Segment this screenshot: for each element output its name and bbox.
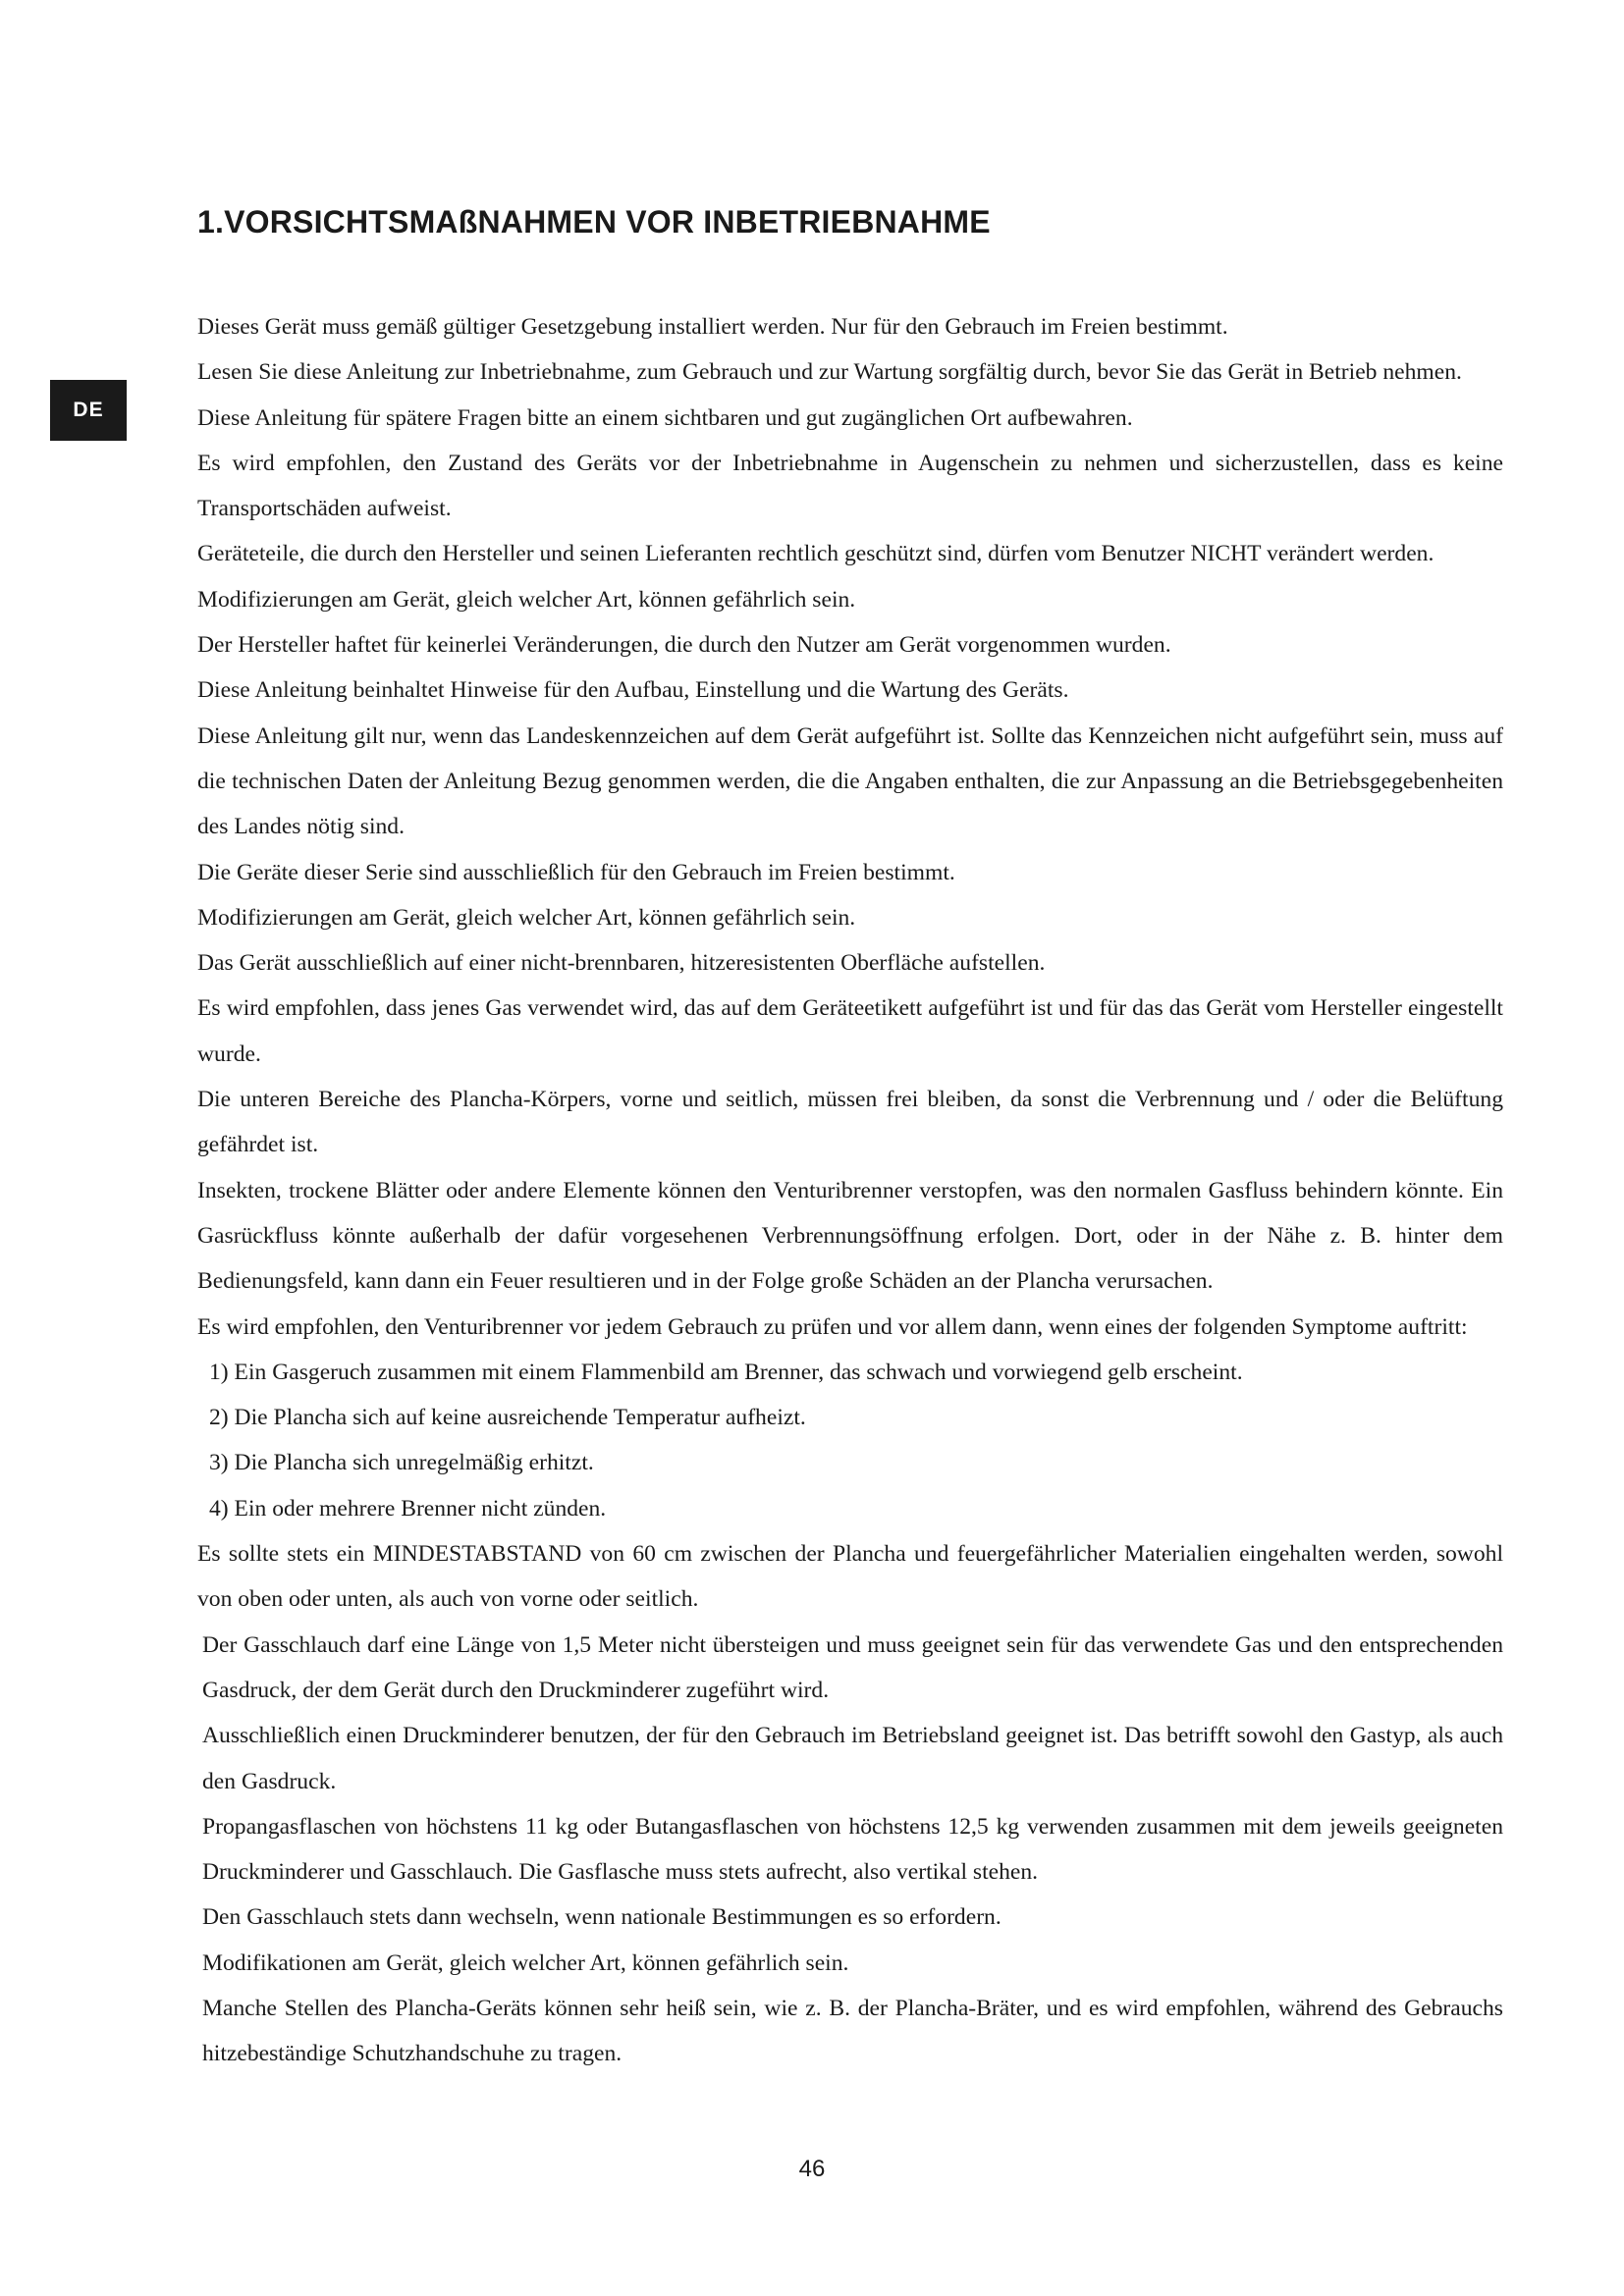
paragraph: Der Hersteller haftet für keinerlei Veränderungen, die durch den Nutzer am Gerät vorgenommen wurden. <box>197 632 1171 659</box>
paragraph: Propangasflaschen von höchstens 11 kg oder Butangasflaschen von höchstens 12,5 kg verwenden zusammen mit dem jeweils geeigneten Druckminderer und Gasschlauch. Die Gasflasche muss stets aufrecht, also vertikal stehen. <box>202 1813 1503 1886</box>
paragraph: Es sollte stets ein MINDESTABSTAND von 60 cm zwischen der Plancha und feuergefährlicher Materialien eingehalten werden, sowohl von oben oder unten, als auch von vorne oder seitlich. <box>197 1541 1503 1613</box>
symptom-list-item: 2) Die Plancha sich auf keine ausreichende Temperatur aufheizt. <box>209 1405 806 1431</box>
paragraph: Diese Anleitung gilt nur, wenn das Landeskennzeichen auf dem Gerät aufgeführt ist. Sollte das Kennzeichen nicht aufgeführt sein, muss auf die technischen Daten der Anleitung Bezug genommen werden, die die Angaben enthalten, die zur Anpassung an die Betriebsgegebenheiten des Landes nötig sind. <box>197 722 1503 840</box>
paragraph: Ausschließlich einen Druckminderer benutzen, der für den Gebrauch im Betriebsland geeignet ist. Das betrifft sowohl den Gastyp, als auch den Gasdruck. <box>202 1723 1503 1794</box>
paragraph: Modifizierungen am Gerät, gleich welcher Art, können gefährlich sein. <box>197 904 856 931</box>
paragraph: Die Geräte dieser Serie sind ausschließlich für den Gebrauch im Freien bestimmt. <box>197 859 955 885</box>
paragraph: Das Gerät ausschließlich auf einer nicht-brennbaren, hitzeresistenten Oberfläche aufstellen. <box>197 950 1046 977</box>
paragraph: Der Gasschlauch darf eine Länge von 1,5 Meter nicht übersteigen und muss geeignet sein für das verwendete Gas und den entsprechenden Gasdruck, der dem Gerät durch den Druckminderer zugeführt wird. <box>202 1631 1503 1703</box>
symptom-list-item: 1) Ein Gasgeruch zusammen mit einem Flammenbild am Brenner, das schwach und vorwiegend gelb erscheint. <box>209 1359 1243 1385</box>
paragraph: Diese Anleitung beinhaltet Hinweise für den Aufbau, Einstellung und die Wartung des Geräts. <box>197 677 1069 704</box>
body-text <box>197 304 1503 2077</box>
page-number: 46 <box>798 2156 826 2182</box>
paragraph: Diese Anleitung für spätere Fragen bitte an einem sichtbaren und gut zugänglichen Ort aufbewahren. <box>197 404 1133 431</box>
symptom-list-item: 4) Ein oder mehrere Brenner nicht zünden. <box>209 1495 607 1522</box>
paragraph: Es wird empfohlen, dass jenes Gas verwendet wird, das auf dem Geräteetikett aufgeführt ist und für das das Gerät vom Hersteller eingestellt wurde. <box>197 995 1503 1067</box>
paragraph: Lesen Sie diese Anleitung zur Inbetriebnahme, zum Gebrauch und zur Wartung sorgfältig durch, bevor Sie das Gerät in Betrieb nehmen. <box>197 359 1462 386</box>
language-tab: DE <box>50 380 127 441</box>
section-title: 1.VORSICHTSMAßNAHMEN VOR INBETRIEBNAHME <box>197 204 991 240</box>
paragraph: Es wird empfohlen, den Zustand des Geräts vor der Inbetriebnahme in Augenschein zu nehmen und sicherzustellen, dass es keine Transportschäden aufweist. <box>197 450 1503 522</box>
paragraph: Geräteteile, die durch den Hersteller und seinen Lieferanten rechtlich geschützt sind, dürfen vom Benutzer NICHT verändert werden. <box>197 541 1435 567</box>
paragraph: Die unteren Bereiche des Plancha-Körpers, vorne und seitlich, müssen frei bleiben, da sonst die Verbrennung und / oder die Belüftung gefährdet ist. <box>197 1087 1503 1158</box>
paragraph: Den Gasschlauch stets dann wechseln, wenn nationale Bestimmungen es so erfordern. <box>202 1904 1001 1931</box>
paragraph: Manche Stellen des Plancha-Geräts können sehr heiß sein, wie z. B. der Plancha-Bräter, und es wird empfohlen, während des Gebrauchs hitzebeständige Schutzhandschuhe zu tragen. <box>202 1995 1503 2067</box>
paragraph: Modifikationen am Gerät, gleich welcher Art, können gefährlich sein. <box>202 1949 849 1976</box>
symptom-list-item: 3) Die Plancha sich unregelmäßig erhitzt. <box>209 1450 594 1476</box>
paragraph: Dieses Gerät muss gemäß gültiger Gesetzgebung installiert werden. Nur für den Gebrauch im Freien bestimmt. <box>197 314 1228 340</box>
paragraph: Insekten, trockene Blätter oder andere Elemente können den Venturibrenner verstopfen, was den normalen Gasfluss behindern könnte. Ein Gasrückfluss könnte außerhalb der dafür vorgesehenen Verbrennungsöffnung erfolgen. Dort, oder in der Nähe z. B. hinter dem Bedienungsfeld, kann dann ein Feuer resultieren und in der Folge große Schäden an der Plancha verursachen. <box>197 1177 1503 1295</box>
paragraph: Es wird empfohlen, den Venturibrenner vor jedem Gebrauch zu prüfen und vor allem dann, wenn eines der folgenden Symptome auftritt: <box>197 1313 1468 1340</box>
paragraph: Modifizierungen am Gerät, gleich welcher Art, können gefährlich sein. <box>197 586 856 613</box>
